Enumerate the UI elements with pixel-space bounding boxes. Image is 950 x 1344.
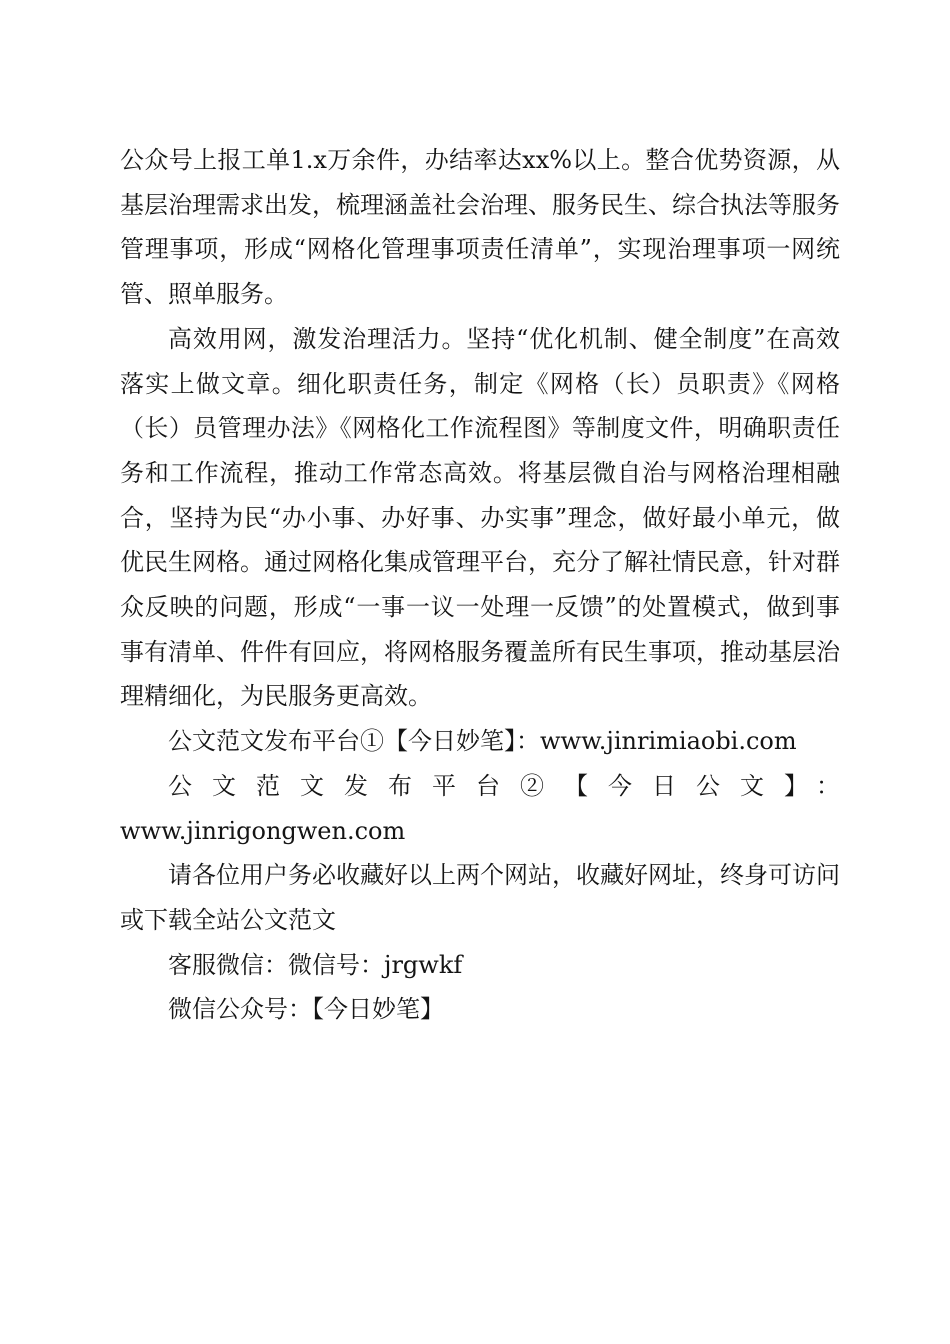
customer-service-wechat: 客服微信：微信号：jrgwkf xyxy=(168,950,463,979)
platform-1-line: 公文范文发布平台①【今日妙笔】：www.jinrimiaobi.com xyxy=(168,727,797,756)
paragraph-efficient-network: 高效用网，激发治理活力。坚持“优化机制、健全制度”在高效落实上做文章。细化职责任务，制定《网格（长）员职责》《网格（长）员管理办法》《网格化工作流程图》等制度文件，明确职责任务和工作流程，推动工作常态高效。将基层微自治与网格治理相融合，坚持为民“办小事、办好事、办实事”理念，做好最小单元，做优民生网格。通过网格化集成管理平台，充分了解社情民意，针对群众反映的问题，形成“一事一议一处理一反馈”的处置模式，做到事事有清单、件件有回应，将网格服务覆盖所有民生事项，推动基层治理精细化，为民服务更高效。 xyxy=(120,324,840,711)
platform-2-url: www.jinrigongwen.com xyxy=(120,816,406,845)
platform-2-block xyxy=(120,764,840,809)
wechat-official-account: 微信公众号：【今日妙笔】 xyxy=(168,995,444,1024)
paragraph-continuation: 公众号上报工单1.x万余件，办结率达xx%以上。整合优势资源，从基层治理需求出发，梳理涵盖社会治理、服务民生、综合执法等服务管理事项，形成“网格化管理事项责任清单”，实现治理事项一网统管、照单服务。 xyxy=(120,146,840,309)
document-body xyxy=(120,138,840,1032)
bookmark-reminder: 请各位用户务必收藏好以上两个网站，收藏好网址，终身可访问或下载全站公文范文 xyxy=(120,861,840,934)
platform-2-title: 公文范文发布平台②【今日公文】： xyxy=(168,771,840,800)
